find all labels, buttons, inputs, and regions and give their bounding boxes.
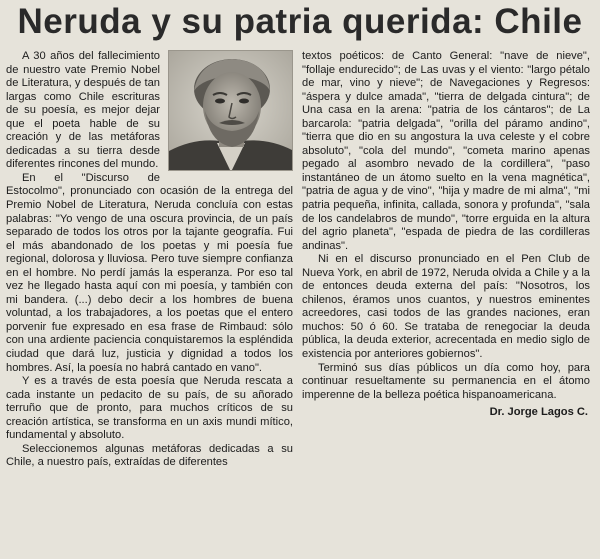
author-photo: [168, 50, 293, 171]
paragraph: textos poéticos: de Canto General: "nave de nieve", "follaje endurecido"; de Las uvas y el viento: "largo pétalo de mar, vino y nieve"; de Navegaciones y Regresos: "áspera y dulce amada", "tierra de delgada cintura"; de Una casa en la arena: "patria de los cántaros"; de La barcarola: "patria delgada", "orilla del páramo andino", "tierra que dio en su angostura la uva celeste y el cobre absoluto", "cola del mundo", "cometa marino apenas pegado al asombro nevado de la cordillera", "paso instantáneo de un átomo suelto en la vena magnética", "patria de agua y de vino", "hija y madre de mi alma", "mi patria pequeña, infinita, callada, sonora y profunda", "sala de los candelabros de mundo", "torre erguida en la altura del agrio planeta", "espada de piedra de las cordilleras andinas".: [302, 50, 590, 252]
article-title: Neruda y su patria querida: Chile: [17, 2, 583, 41]
paragraph: Y es a través de esta poesía que Neruda rescata a cada instante un pedacito de su país, de su añorado terruño que de pronto, para muchos críticos de su creación artística, se transforma en un axis mundi mítico, fundamental y absoluto.: [6, 375, 293, 442]
paragraph: Ni en el discurso pronunciado en el Pen Club de Nueva York, en abril de 1972, Neruda olvida a Chile y a la de entonces deuda externa del país: "Nosotros, los chilenos, éramos unos cuantos, y nuestros eminentes acreedores, casi todos de las grandes naciones, eran muchos: 50 ó 60. Se trataba de renegociar la deuda pública, la deuda exterior, acrecentada en medio siglo de existencia por anteriores gobiernos".: [302, 253, 590, 361]
paragraph: En el "Discurso de Estocolmo", pronunciado con ocasión de la entrega del Premio Nobel de Literatura, Neruda concluía con estas palabras: "Yo vengo de una oscura provincia, de un país separado de todos los otros por la tajante geografía. Fui el más abandonado de los poetas y mi poesía fue regional, dolorosa y lluviosa. Pero tuve siempre confianza en el hombre. No perdí jamás la esperanza. Por eso tal vez he llegado hasta aquí con mi poesía, y también con mi bandera. (...) debo decir a los hombres de buena voluntad, a los trabajadores, a los poetas que el entero porvenir fue expresado en esa frase de Rimbaud: sólo con una ardiente paciencia conquistaremos la espléndida ciudad que dará luz, justicia y dignidad a todos los hombres. Así, la poesía no habrá cantado en vano".: [6, 171, 293, 374]
paragraph: A 30 años del fallecimiento de nuestro vate Premio Nobel de Literatura, y después de tan largas como Chile escrituras de su poesía, es mejor dejar que el poeta hable de su creación y de las metáforas dedicadas a su tierra desde diferentes rincones del mundo.: [6, 50, 160, 171]
portrait-illustration: [169, 51, 293, 171]
paragraph: Seleccionemos algunas metáforas dedicadas a su Chile, a nuestro país, extraídas de diferentes: [6, 442, 293, 469]
portrait-image: [168, 50, 293, 171]
author-signature: Dr. Jorge Lagos C.: [489, 406, 588, 419]
paragraph: Terminó sus días públicos un día como hoy, para continuar resueltamente su permanencia en el átomo imperenne de la belleza poética hispanoamericana.: [302, 361, 590, 401]
left-column: [6, 50, 293, 470]
right-column: [302, 50, 590, 420]
